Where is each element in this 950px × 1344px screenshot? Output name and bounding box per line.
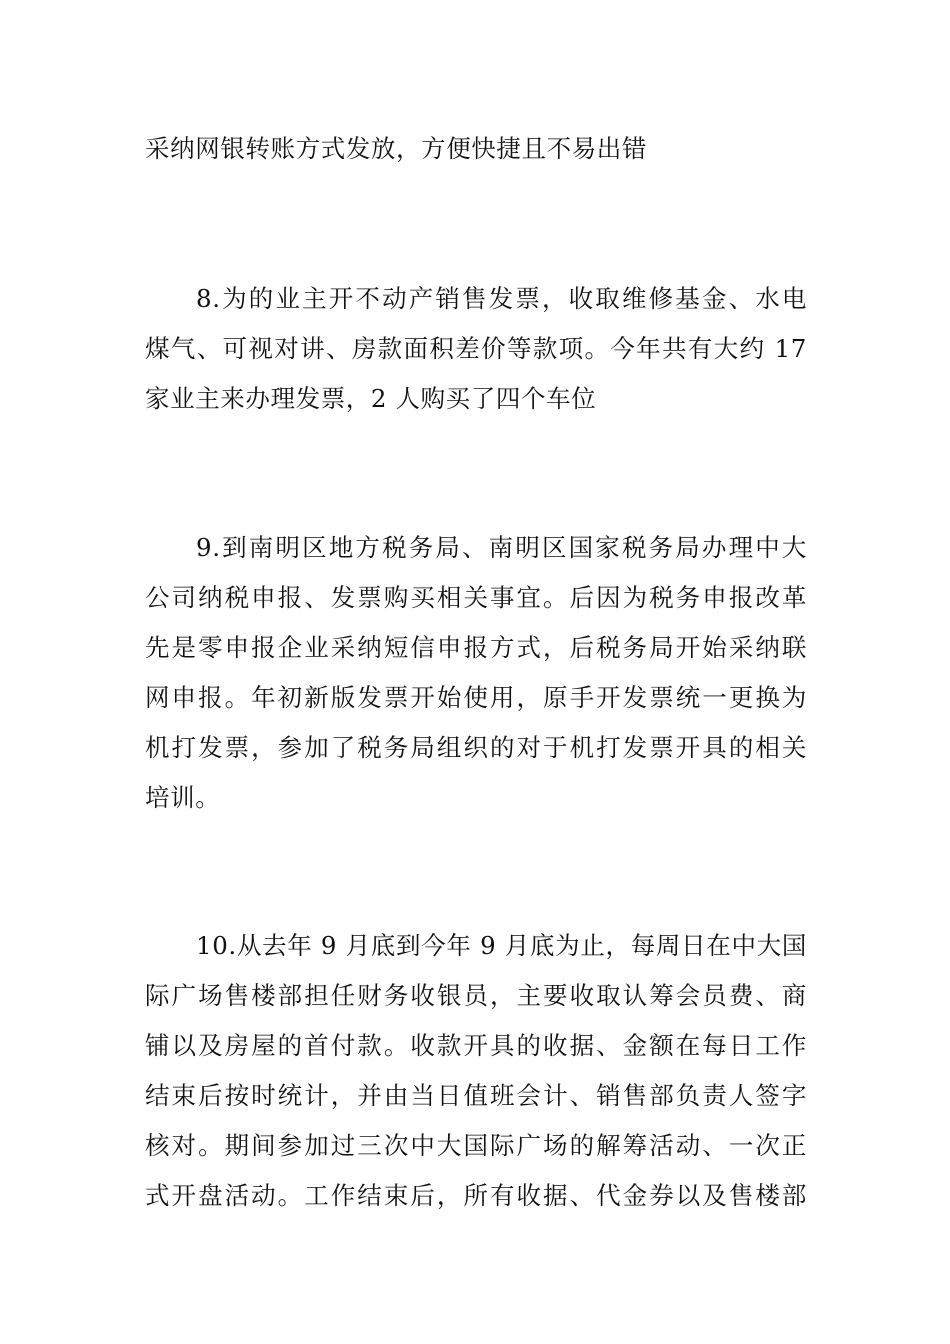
paragraph-item-10 xyxy=(145,921,807,1221)
paragraph-item-8 xyxy=(145,274,807,424)
text-line: 式开盘活动。工作结束后，所有收据、代金券以及售楼部 xyxy=(145,1181,807,1210)
text-line: 先是零申报企业采纳短信申报方式，后税务局开始采纳联 xyxy=(145,633,807,662)
text-line: 际广场售楼部担任财务收银员，主要收取认筹会员费、商 xyxy=(145,981,807,1010)
text-line: 铺以及房屋的首付款。收款开具的收据、金额在每日工作 xyxy=(145,1031,807,1060)
text-line: 8.为的业主开不动产销售发票，收取维修基金、水电 xyxy=(196,284,807,313)
text-line: 核对。期间参加过三次中大国际广场的解筹活动、一次正 xyxy=(145,1131,807,1160)
text-line: 培训。 xyxy=(145,783,221,812)
text-line: 采纳网银转账方式发放，方便快捷且不易出错 xyxy=(145,134,647,163)
text-line: 9.到南明区地方税务局、南明区国家税务局办理中大 xyxy=(196,533,807,562)
text-line: 10.从去年 9 月底到今年 9 月底为止，每周日在中大国 xyxy=(196,931,807,960)
paragraph-item-9 xyxy=(145,523,807,823)
text-line: 家业主来办理发票，2 人购买了四个车位 xyxy=(145,384,597,413)
text-line: 结束后按时统计，并由当日值班会计、销售部负责人签字 xyxy=(145,1081,807,1110)
text-line: 机打发票，参加了税务局组织的对于机打发票开具的相关 xyxy=(145,733,807,762)
text-line: 煤气、可视对讲、房款面积差价等款项。今年共有大约 17 xyxy=(145,334,807,363)
paragraph-salary-payment xyxy=(145,124,807,174)
text-line: 网申报。年初新版发票开始使用，原手开发票统一更换为 xyxy=(145,683,807,712)
text-line: 公司纳税申报、发票购买相关事宜。后因为税务申报改革 xyxy=(145,583,807,612)
